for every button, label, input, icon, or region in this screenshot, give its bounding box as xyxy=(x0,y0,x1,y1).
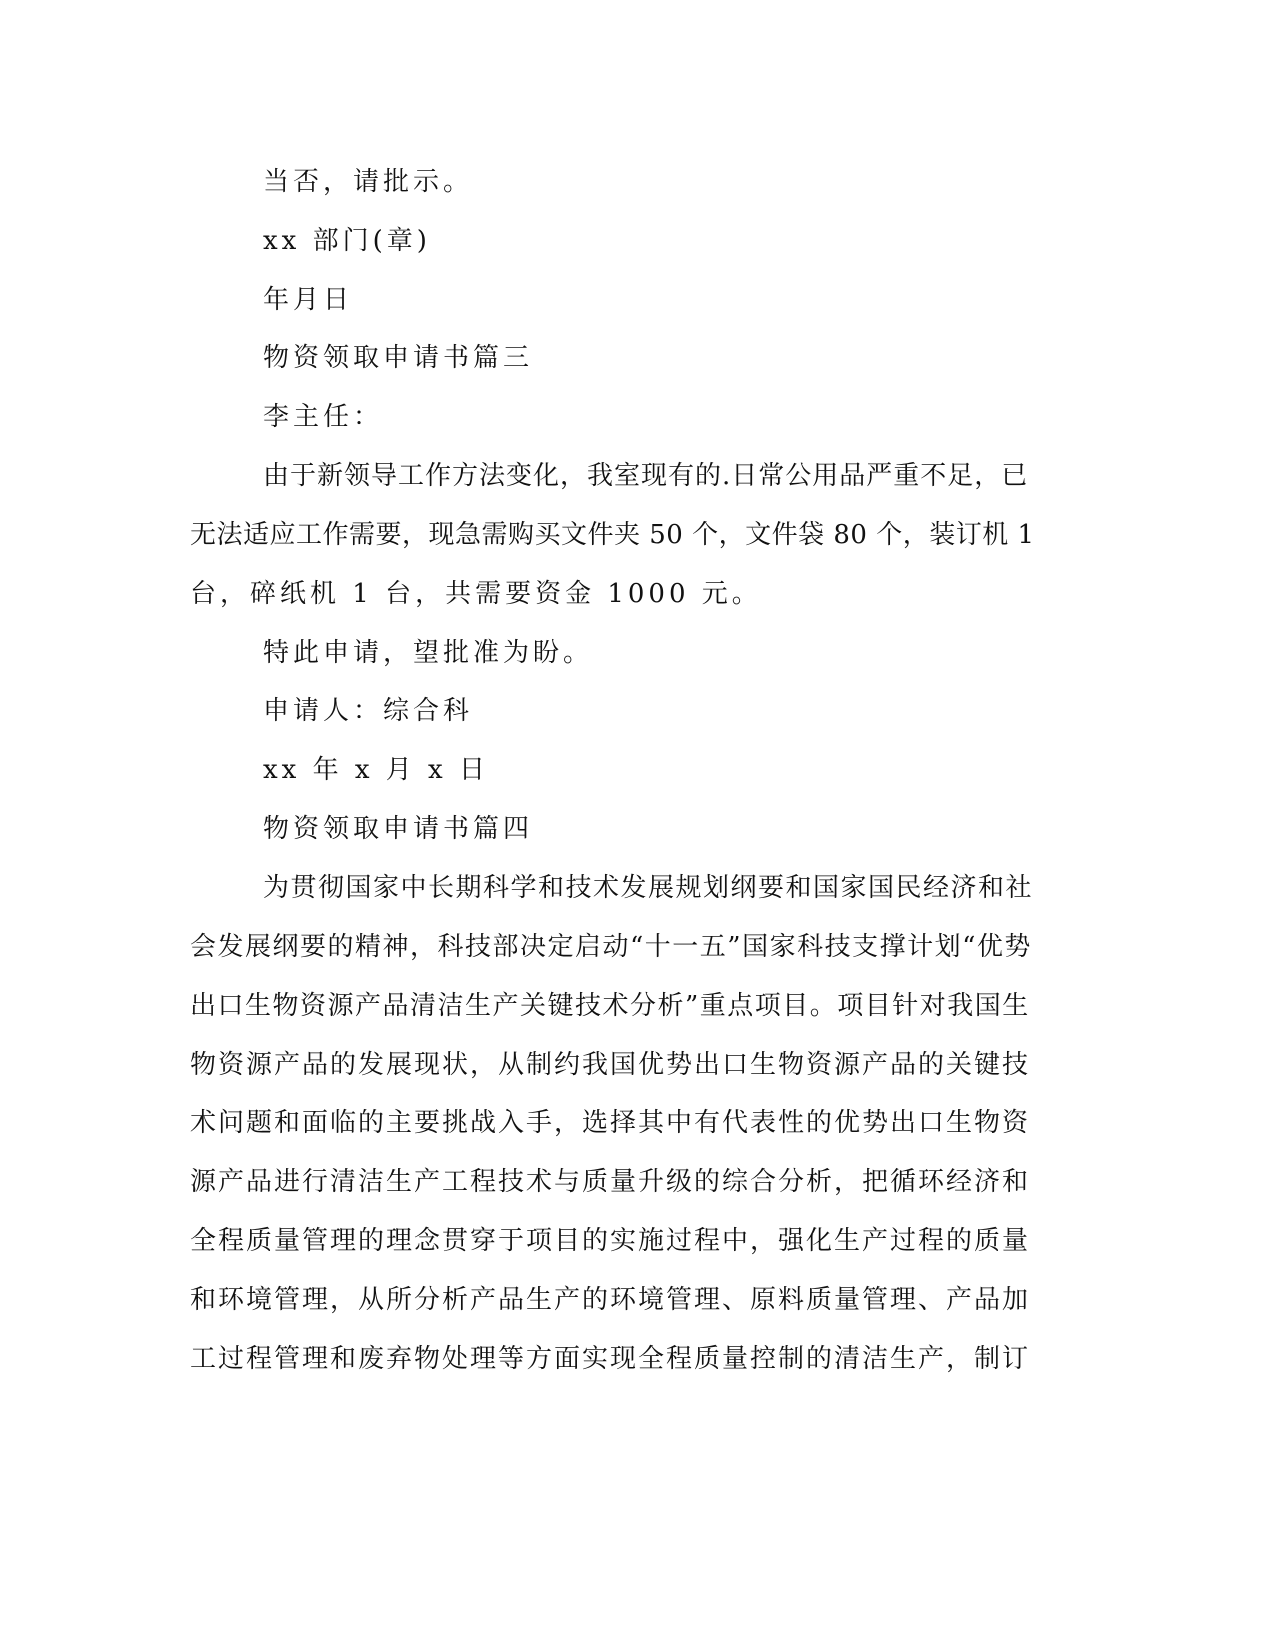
body-paragraph-line: 台，碎纸机 1 台，共需要资金 1000 元。 xyxy=(190,579,762,609)
body-paragraph-line: 出口生物资源产品清洁生产关键技术分析”重点项目。项目针对我国生 xyxy=(190,991,1030,1021)
body-paragraph-line: 和环境管理，从所分析产品生产的环境管理、原料质量管理、产品加 xyxy=(190,1285,1031,1315)
body-paragraph-line: 会发展纲要的精神，科技部决定启动“十一五”国家科技支撑计划“优势 xyxy=(190,932,1032,962)
body-paragraph-line: 物资源产品的发展现状，从制约我国优势出口生物资源产品的关键技 xyxy=(190,1050,1031,1080)
body-paragraph-line: 为贯彻国家中长期科学和技术发展规划纲要和国家国民经济和社 xyxy=(263,873,1034,903)
salutation: 李主任： xyxy=(263,402,384,432)
request-closing-line: 特此申请，望批准为盼。 xyxy=(263,638,594,668)
body-paragraph-line: 无法适应工作需要，现急需购买文件夹 50 个，文件袋 80 个，装订机 1 xyxy=(190,520,1035,550)
date-line: 年月日 xyxy=(263,285,354,315)
department-seal-line: xx 部门(章) xyxy=(263,226,431,256)
section-heading-3: 物资领取申请书篇三 xyxy=(263,343,534,373)
body-paragraph-line: 工过程管理和废弃物处理等方面实现全程质量控制的清洁生产，制订 xyxy=(190,1344,1031,1374)
applicant-line: 申请人：综合科 xyxy=(263,696,474,726)
body-paragraph-line: 由于新领导工作方法变化，我室现有的.日常公用品严重不足，已 xyxy=(263,461,1029,491)
body-paragraph-line: 全程质量管理的理念贯穿于项目的实施过程中，强化生产过程的质量 xyxy=(190,1226,1031,1256)
body-paragraph-line: 术问题和面临的主要挑战入手，选择其中有代表性的优势出口生物资 xyxy=(190,1108,1031,1138)
section-heading-4: 物资领取申请书篇四 xyxy=(263,814,534,844)
closing-request-line: 当否，请批示。 xyxy=(263,167,474,197)
body-paragraph-line: 源产品进行清洁生产工程技术与质量升级的综合分析，把循环经济和 xyxy=(190,1167,1031,1197)
signature-date-line: xx 年 x 月 x 日 xyxy=(263,755,489,785)
